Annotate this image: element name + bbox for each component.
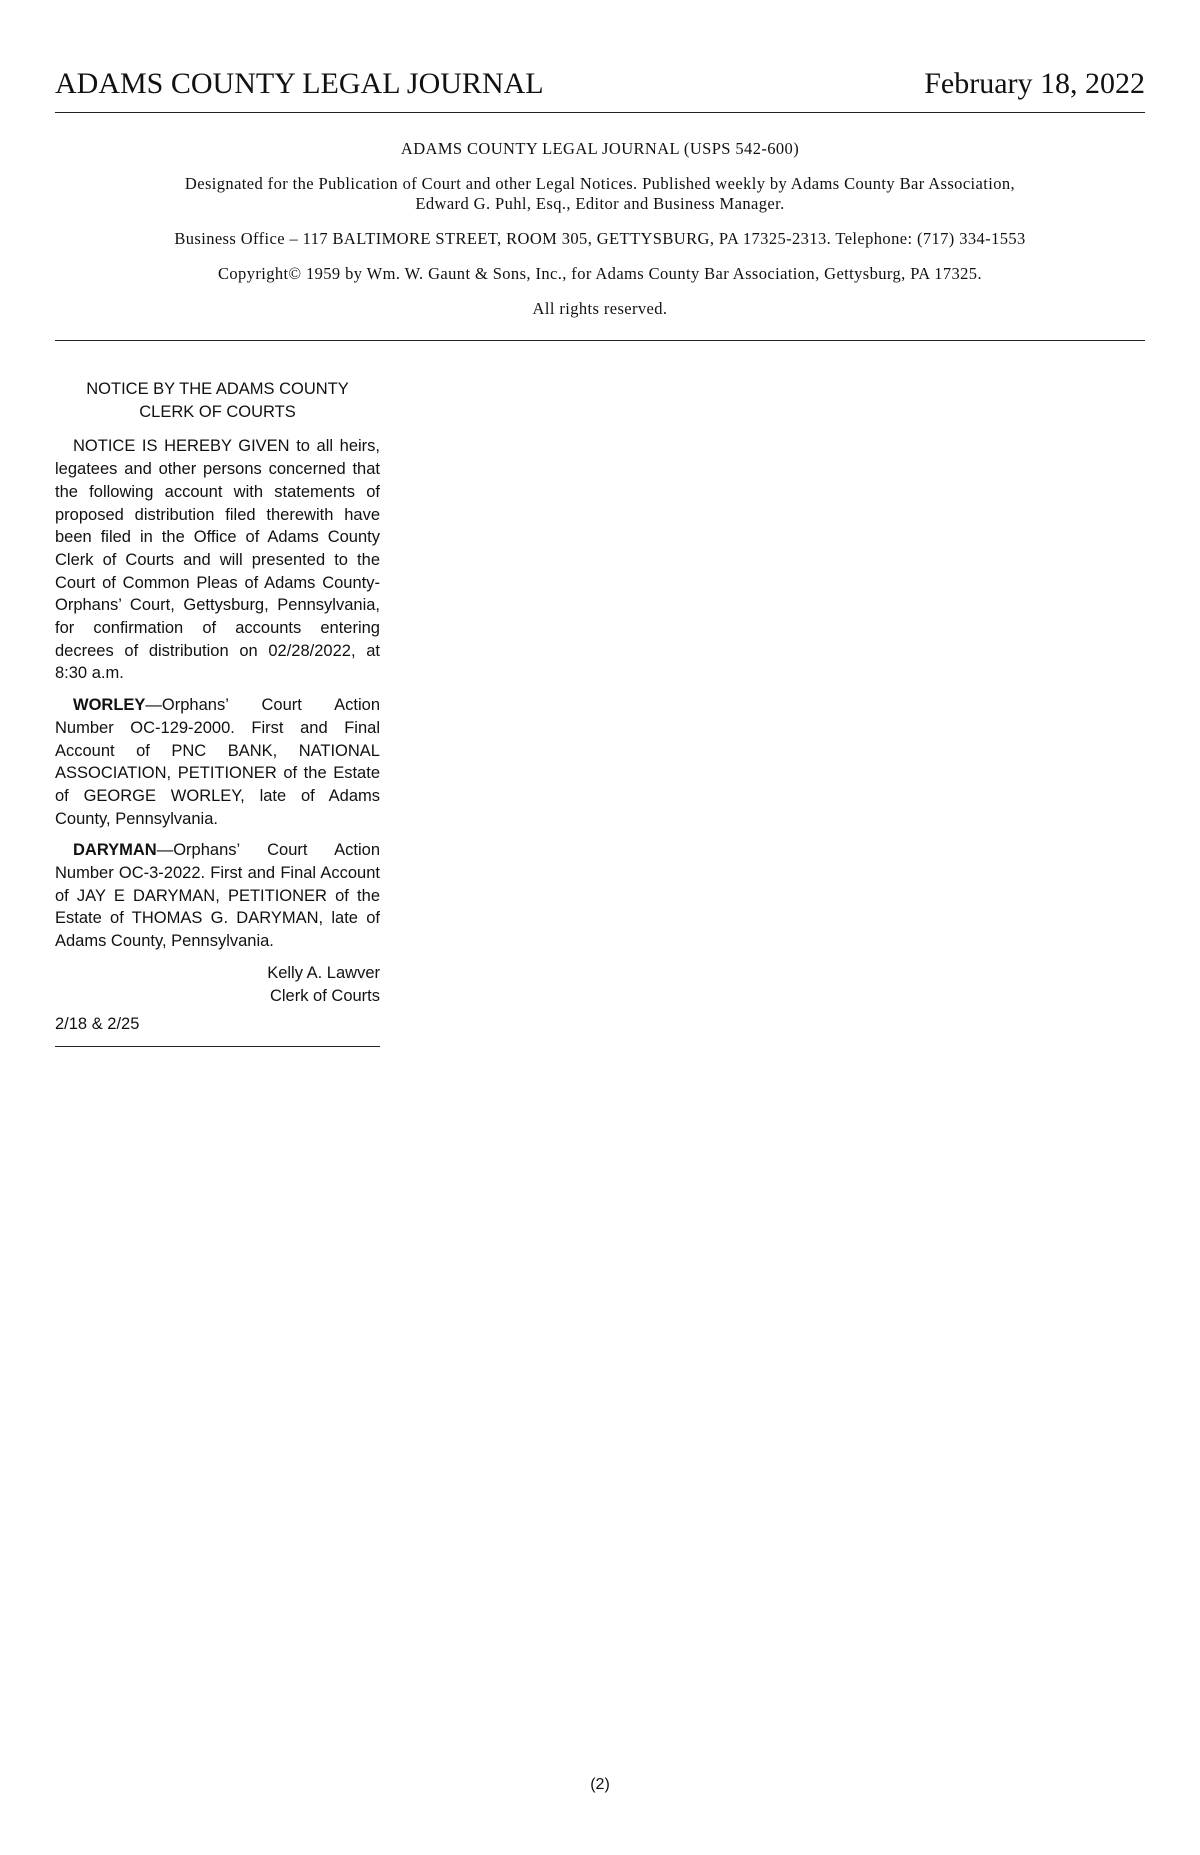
clerk-of-courts-notice xyxy=(55,378,380,1047)
signature-block xyxy=(55,962,380,1007)
masthead-business-office: Business Office – 117 BALTIMORE STREET, ROOM 305, GETTYSBURG, PA 17325-2313. Telephone: (717) 334-1553 xyxy=(174,229,1026,248)
notice-heading xyxy=(55,378,380,423)
masthead-copyright: Copyright© 1959 by Wm. W. Gaunt & Sons, Inc., for Adams County Bar Association, Gettysburg, PA 17325. xyxy=(218,264,982,283)
masthead-designation xyxy=(55,174,1145,214)
notice-intro: NOTICE IS HEREBY GIVEN to all heirs, legatees and other persons concerned that the following account with statements of proposed distribution filed therewith have been filed in the Office of Adams County Clerk of Courts and will presented to the Court of Common Pleas of Adams County-Orphans’ Court, Gettysburg, Pennsylvania, for confirmation of accounts entering decrees of distribution on 02/28/2022, at 8:30 a.m. xyxy=(55,437,380,683)
notice-heading-line1: NOTICE BY THE ADAMS COUNTY xyxy=(86,380,349,398)
masthead-designation-line2: Edward G. Puhl, Esq., Editor and Business Manager. xyxy=(415,194,785,213)
signature-title: Clerk of Courts xyxy=(269,986,380,1005)
case-text: —Orphans’ Court Action Number OC-129-2000. First and Final Account of PNC BANK, NATIONAL ASSOCIATION, PETITIONER of the Estate of GEORGE WORLEY, late of Adams County, Pennsylvania. xyxy=(55,696,380,828)
case-entry-worley xyxy=(55,694,380,830)
case-name: DARYMAN xyxy=(73,841,157,860)
publication-dates: 2/18 & 2/25 xyxy=(55,1013,380,1047)
journal-name: ADAMS COUNTY LEGAL JOURNAL xyxy=(55,67,544,100)
issue-date: February 18, 2022 xyxy=(924,67,1145,100)
case-name: WORLEY xyxy=(73,696,146,715)
case-entry-daryman xyxy=(55,839,380,953)
notice-heading-line2: CLERK OF COURTS xyxy=(139,402,296,421)
masthead-designation-line1: Designated for the Publication of Court and other Legal Notices. Published weekly by Adams County Bar Association, xyxy=(184,174,1016,193)
masthead-title: ADAMS COUNTY LEGAL JOURNAL (USPS 542-600) xyxy=(400,139,800,158)
masthead-rights: All rights reserved. xyxy=(532,299,668,318)
signature-name: Kelly A. Lawver xyxy=(267,963,380,982)
running-head xyxy=(55,64,1145,113)
page-number: (2) xyxy=(590,1776,610,1793)
case-text: —Orphans’ Court Action Number OC-3-2022. First and Final Account of JAY E DARYMAN, PETITIONER of the Estate of THOMAS G. DARYMAN, late of Adams County, Pennsylvania. xyxy=(55,841,380,951)
masthead xyxy=(55,134,1145,341)
